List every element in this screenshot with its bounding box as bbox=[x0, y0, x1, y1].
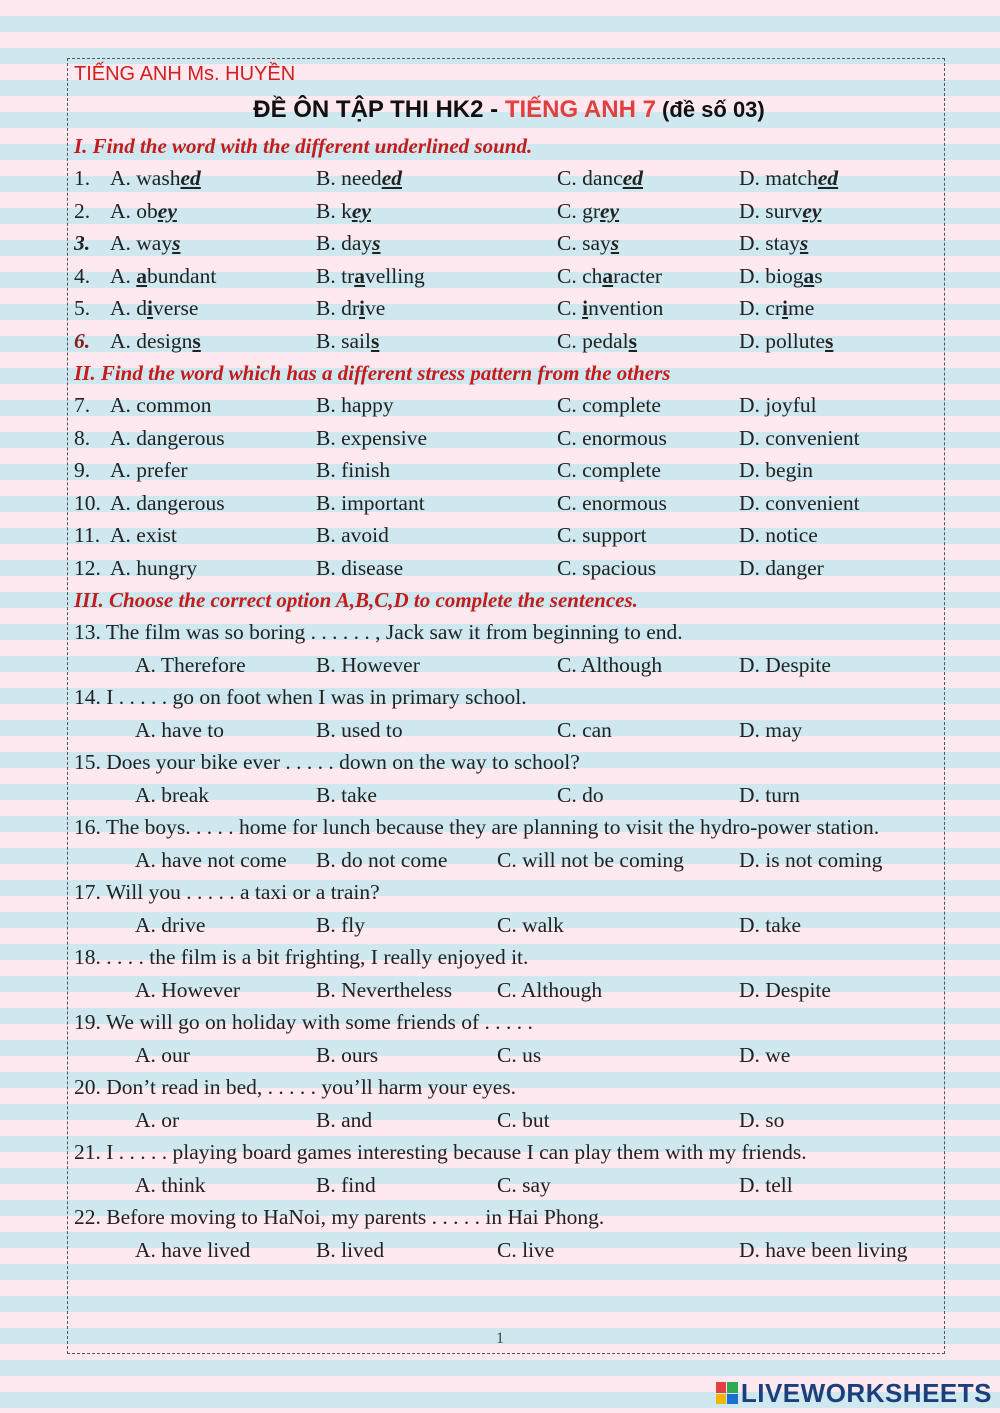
option-a[interactable]: A. washed bbox=[110, 166, 201, 190]
question-text: 21. I . . . . . playing board games interesting because I can play them with my friends. bbox=[74, 1140, 807, 1164]
option-b[interactable]: B. finish bbox=[316, 458, 391, 482]
option-b[interactable]: B. disease bbox=[316, 555, 404, 580]
option-d[interactable]: D. pollutes bbox=[739, 328, 834, 353]
option-c[interactable]: C. danced bbox=[557, 166, 643, 190]
question-number: 2. bbox=[74, 198, 91, 223]
option-d[interactable]: D. crime bbox=[739, 296, 815, 320]
question-row bbox=[74, 260, 944, 293]
option-c[interactable]: C. invention bbox=[557, 296, 664, 320]
option-b[interactable]: B. drive bbox=[316, 296, 386, 320]
question-text: 13. The film was so boring . . . . . . , Jack saw it from beginning to end. bbox=[74, 620, 683, 644]
page-title bbox=[74, 90, 944, 130]
option-c[interactable]: C. walk bbox=[497, 912, 564, 937]
question-number: 5. bbox=[74, 296, 91, 320]
question-number: 12. bbox=[74, 555, 101, 580]
option-a[interactable]: A. have not come bbox=[135, 847, 287, 872]
option-b[interactable]: B. needed bbox=[316, 166, 402, 190]
question-text: 14. I . . . . . go on foot when I was in primary school. bbox=[74, 685, 527, 709]
section-heading-2: II. Find the word which has a different stress pattern from the others bbox=[74, 361, 671, 385]
option-c[interactable]: C. enormous bbox=[557, 425, 667, 450]
option-a[interactable]: A. have to bbox=[135, 717, 224, 742]
option-d[interactable]: D. Despite bbox=[739, 652, 831, 677]
option-c[interactable]: C. says bbox=[557, 231, 620, 255]
option-a[interactable]: A. common bbox=[110, 393, 212, 417]
option-b[interactable]: B. do not come bbox=[316, 847, 448, 872]
option-b[interactable]: B. take bbox=[316, 782, 377, 807]
answer-options-row bbox=[74, 974, 944, 1007]
answer-options-row bbox=[74, 909, 944, 942]
question-row bbox=[74, 325, 944, 358]
option-c[interactable]: C. Although bbox=[557, 652, 663, 677]
option-d[interactable]: D. so bbox=[739, 1107, 785, 1132]
option-d[interactable]: D. joyful bbox=[739, 393, 817, 417]
question-number: 8. bbox=[74, 425, 91, 450]
option-c[interactable]: C. can bbox=[557, 717, 612, 742]
question-row bbox=[74, 389, 944, 422]
answer-options-row bbox=[74, 844, 944, 877]
option-d[interactable]: D. biogas bbox=[739, 263, 823, 288]
answer-options-row bbox=[74, 1104, 944, 1137]
option-c[interactable]: C. grey bbox=[557, 198, 620, 223]
option-c[interactable]: C. Although bbox=[497, 977, 603, 1002]
question-text: 15. Does your bike ever . . . . . down on the way to school? bbox=[74, 750, 580, 774]
question-text: 19. We will go on holiday with some friends of . . . . . bbox=[74, 1010, 533, 1034]
option-c[interactable]: C. say bbox=[497, 1172, 551, 1197]
answer-options-row bbox=[74, 649, 944, 682]
option-a[interactable]: A. prefer bbox=[110, 458, 188, 482]
question-row bbox=[74, 227, 944, 260]
question-text: 22. Before moving to HaNoi, my parents . . . . . in Hai Phong. bbox=[74, 1205, 605, 1229]
section-heading-1: I. Find the word with the different underlined sound. bbox=[74, 134, 533, 158]
answer-options-row bbox=[74, 714, 944, 747]
question-row bbox=[74, 487, 944, 520]
question-number: 9. bbox=[74, 458, 91, 482]
option-c[interactable]: C. will not be coming bbox=[497, 847, 684, 872]
answer-options-row bbox=[74, 1234, 944, 1267]
option-a[interactable]: A. diverse bbox=[110, 296, 199, 320]
option-d[interactable]: D. is not coming bbox=[739, 847, 883, 872]
option-b[interactable]: B. sails bbox=[316, 328, 380, 353]
question-number: 10. bbox=[74, 490, 101, 515]
option-a[interactable]: A. designs bbox=[110, 328, 201, 353]
option-c[interactable]: C. pedals bbox=[557, 328, 638, 353]
option-d[interactable]: D. notice bbox=[739, 523, 818, 547]
option-a[interactable]: A. Therefore bbox=[135, 652, 246, 677]
option-a[interactable]: A. have lived bbox=[135, 1237, 251, 1262]
question-row bbox=[74, 422, 944, 455]
option-b[interactable]: B. important bbox=[316, 490, 425, 515]
page-number: 1 bbox=[496, 1330, 504, 1347]
option-a[interactable]: A. dangerous bbox=[110, 425, 225, 450]
option-a[interactable]: A. exist bbox=[110, 523, 177, 547]
option-d[interactable]: D. convenient bbox=[739, 425, 860, 450]
question-text: 16. The boys. . . . . home for lunch because they are planning to visit the hydro-power station. bbox=[74, 815, 880, 839]
option-b[interactable]: B. ours bbox=[316, 1042, 379, 1067]
question-text: 20. Don’t read in bed, . . . . . you’ll harm your eyes. bbox=[74, 1075, 517, 1099]
option-c[interactable]: C. spacious bbox=[557, 555, 657, 580]
question-number: 3. bbox=[74, 231, 91, 255]
option-d[interactable]: D. turn bbox=[739, 782, 800, 807]
option-c[interactable]: C. support bbox=[557, 523, 647, 547]
title-main: ĐỀ ÔN TẬP THI HK2 - bbox=[253, 96, 505, 123]
option-d[interactable]: D. may bbox=[739, 717, 803, 742]
question-row bbox=[74, 454, 944, 487]
option-c[interactable]: C. complete bbox=[557, 458, 661, 482]
question-row bbox=[74, 552, 944, 585]
option-a[interactable]: A. However bbox=[135, 977, 241, 1002]
option-d[interactable]: D. matched bbox=[739, 166, 839, 190]
option-c[interactable]: C. us bbox=[497, 1042, 542, 1067]
option-a[interactable]: A. our bbox=[135, 1042, 190, 1067]
option-a[interactable]: A. break bbox=[135, 782, 210, 807]
option-d[interactable]: D. begin bbox=[739, 458, 814, 482]
option-b[interactable]: B. lived bbox=[316, 1237, 385, 1262]
question-number: 7. bbox=[74, 393, 91, 417]
option-d[interactable]: D. danger bbox=[739, 555, 824, 580]
title-subject: TIẾNG ANH 7 bbox=[504, 96, 656, 123]
worksheet-content bbox=[74, 58, 944, 1266]
option-c[interactable]: C. complete bbox=[557, 393, 661, 417]
option-b[interactable]: B. fly bbox=[316, 912, 365, 937]
question-text: 18. . . . . the film is a bit frighting, I really enjoyed it. bbox=[74, 945, 529, 969]
option-b[interactable]: B. Nevertheless bbox=[316, 977, 453, 1002]
option-b[interactable]: B. However bbox=[316, 652, 420, 677]
option-d[interactable]: D. survey bbox=[739, 198, 822, 223]
question-number: 11. bbox=[74, 523, 101, 547]
option-d[interactable]: D. tell bbox=[739, 1172, 793, 1197]
section-heading-3: III. Choose the correct option A,B,C,D to complete the sentences. bbox=[74, 588, 638, 612]
teacher-name: TIẾNG ANH Ms. HUYỀN bbox=[74, 63, 296, 85]
option-b[interactable]: B. avoid bbox=[316, 523, 389, 547]
option-d[interactable]: D. stays bbox=[739, 231, 809, 255]
question-row bbox=[74, 292, 944, 325]
option-a[interactable]: A. ways bbox=[110, 231, 181, 255]
question-row bbox=[74, 162, 944, 195]
option-b[interactable]: B. find bbox=[316, 1172, 376, 1197]
option-d[interactable]: D. take bbox=[739, 912, 802, 937]
option-b[interactable]: B. expensive bbox=[316, 425, 428, 450]
answer-options-row bbox=[74, 779, 944, 812]
title-number: (đề số 03) bbox=[655, 97, 765, 122]
question-row bbox=[74, 195, 944, 228]
option-b[interactable]: B. days bbox=[316, 231, 381, 255]
liveworksheets-logo[interactable] bbox=[716, 1377, 992, 1409]
option-b[interactable]: B. key bbox=[316, 198, 371, 223]
answer-options-row bbox=[74, 1169, 944, 1202]
option-d[interactable]: D. we bbox=[739, 1042, 791, 1067]
option-a[interactable]: A. hungry bbox=[110, 555, 198, 580]
option-a[interactable]: A. drive bbox=[135, 912, 206, 937]
question-number: 6. bbox=[74, 328, 91, 353]
answer-options-row bbox=[74, 1039, 944, 1072]
option-b[interactable]: B. used to bbox=[316, 717, 403, 742]
option-d[interactable]: D. have been living bbox=[739, 1237, 908, 1262]
option-a[interactable]: A. think bbox=[135, 1172, 206, 1197]
option-b[interactable]: B. and bbox=[316, 1107, 373, 1132]
option-c[interactable]: C. but bbox=[497, 1107, 550, 1132]
question-number: 1. bbox=[74, 166, 91, 190]
logo-text: LIVEWORKSHEETS bbox=[740, 1377, 992, 1408]
option-c[interactable]: C. character bbox=[557, 263, 663, 288]
logo-icon bbox=[716, 1382, 738, 1404]
option-a[interactable]: A. or bbox=[135, 1107, 180, 1132]
option-a[interactable]: A. obey bbox=[110, 198, 177, 223]
option-d[interactable]: D. convenient bbox=[739, 490, 860, 515]
option-c[interactable]: C. do bbox=[557, 782, 604, 807]
option-c[interactable]: C. live bbox=[497, 1237, 555, 1262]
option-d[interactable]: D. Despite bbox=[739, 977, 831, 1002]
option-b[interactable]: B. happy bbox=[316, 393, 394, 417]
question-text: 17. Will you . . . . . a taxi or a train? bbox=[74, 880, 380, 904]
option-a[interactable]: A. dangerous bbox=[110, 490, 225, 515]
option-a[interactable]: A. abundant bbox=[110, 263, 217, 288]
question-row bbox=[74, 519, 944, 552]
option-b[interactable]: B. travelling bbox=[316, 263, 425, 288]
question-number: 4. bbox=[74, 263, 91, 288]
option-c[interactable]: C. enormous bbox=[557, 490, 667, 515]
